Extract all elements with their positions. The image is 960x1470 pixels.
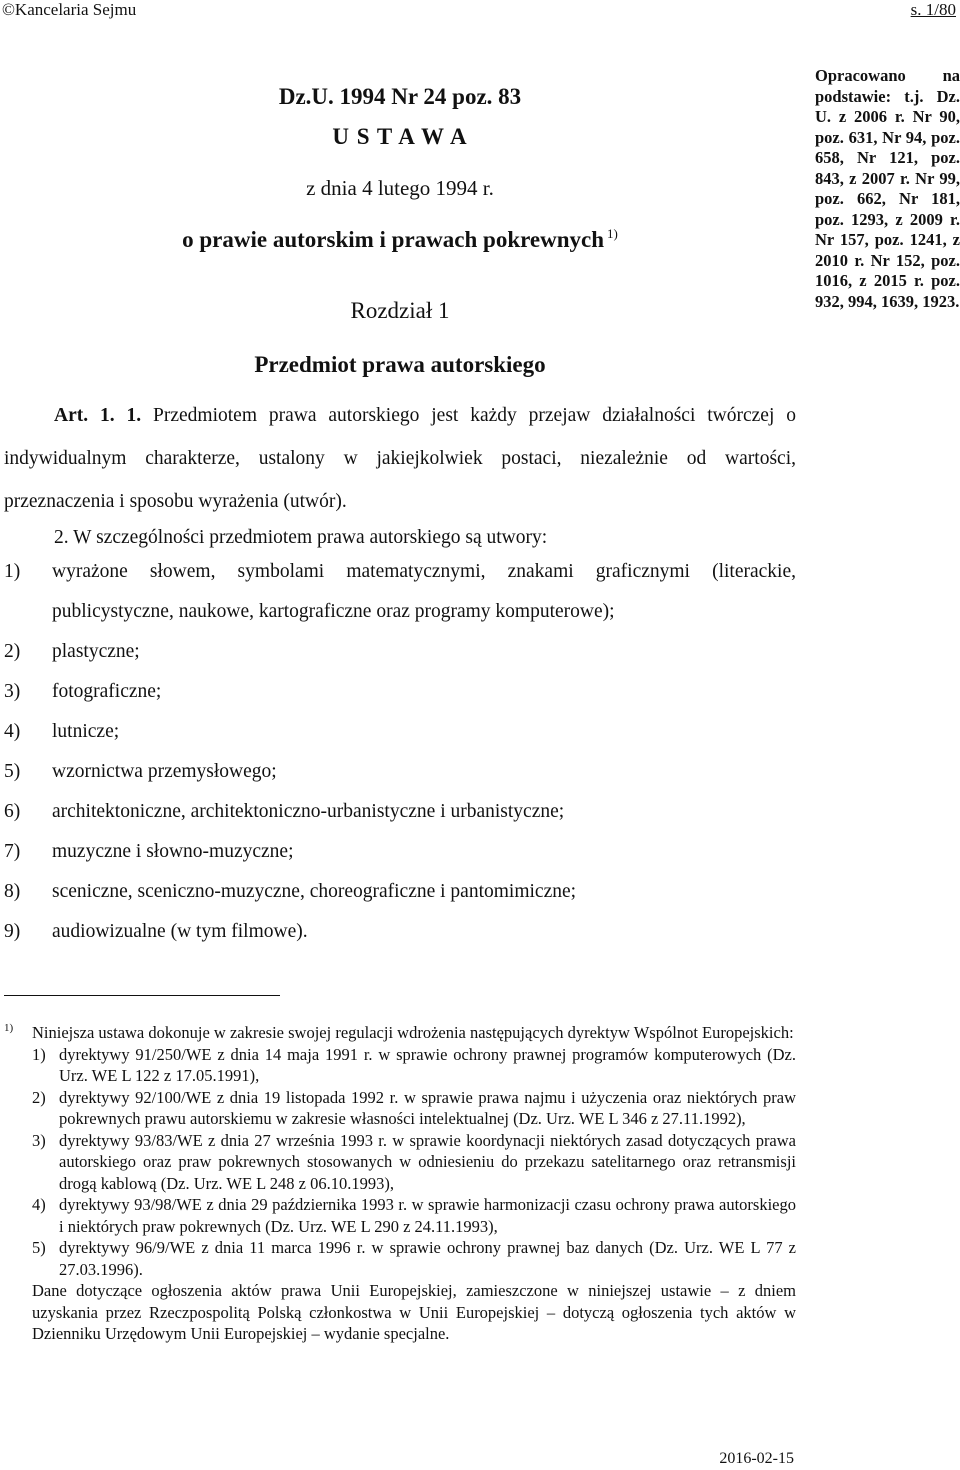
list-item: 5) dyrektywy 96/9/WE z dnia 11 marca 1996 r. w sprawie ochrony prawnej baz danych (Dz. Urz. WE L 77 z 27.03.1996). bbox=[32, 1238, 796, 1279]
list-item: 4) dyrektywy 93/98/WE z dnia 29 października 1993 r. w sprawie harmonizacji czasu ochrony prawa autorskiego i niektórych praw pokrewnych (Dz. Urz. WE L 290 z 24.11.1993), bbox=[32, 1195, 796, 1236]
act-subject bbox=[0, 226, 800, 253]
article-1-paragraph-2: 2. W szczególności przedmiotem prawa autorskiego są utwory: bbox=[54, 527, 548, 548]
article-1-paragraph-1 bbox=[4, 394, 796, 523]
list-item: 2) plastyczne; bbox=[4, 641, 140, 662]
page-number: s. 1/80 bbox=[910, 0, 956, 19]
footnote-divider bbox=[4, 995, 280, 996]
list-item: 4) lutnicze; bbox=[4, 721, 120, 742]
footnote-mark: 1) bbox=[4, 1022, 14, 1034]
act-date: z dnia 4 lutego 1994 r. bbox=[306, 176, 494, 200]
works-list bbox=[4, 552, 796, 952]
footnote-ref[interactable]: 1) bbox=[607, 226, 618, 241]
chapter-number: Rozdział 1 bbox=[350, 298, 450, 323]
list-item: 7) muzyczne i słowno-muzyczne; bbox=[4, 841, 294, 862]
list-item: 8) sceniczne, sceniczno-muzyczne, choreograficzne i pantomimiczne; bbox=[4, 881, 577, 902]
footnote-intro: Niniejsza ustawa dokonuje w zakresie swojej regulacji wdrożenia następujących dyrektyw Wspólnot Europejskich: bbox=[32, 1023, 794, 1042]
list-item: 1) dyrektywy 91/250/WE z dnia 14 maja 1991 r. w sprawie ochrony prawnej programów komputerowych (Dz. Urz. WE L 122 z 17.05.1991), bbox=[32, 1044, 796, 1085]
list-item: 3) fotograficzne; bbox=[4, 681, 162, 702]
journal-reference: Dz.U. 1994 Nr 24 poz. 83 bbox=[278, 84, 522, 109]
footnote bbox=[4, 1022, 796, 1345]
publication-date: 2016-02-15 bbox=[719, 1450, 794, 1467]
header-publisher: ©Kancelaria Sejmu bbox=[2, 0, 137, 19]
list-item: 2) dyrektywy 92/100/WE z dnia 19 listopada 1992 r. w sprawie prawa najmu i użyczenia oraz niektórych praw pokrewnych prawu autorskiemu w zakresie własności intelektualnej (Dz. Urz. WE L 346 z 27.11.1992), bbox=[32, 1087, 796, 1128]
list-item: 5) wzornictwa przemysłowego; bbox=[4, 761, 277, 782]
article-label: Art. 1. 1. bbox=[54, 405, 142, 426]
list-item: 1) wyrażone słowem, symbolami matematycznymi, znakami graficznymi (literackie, publicystyczne, naukowe, kartograficzne oraz programy komputerowe); bbox=[4, 561, 796, 622]
list-item: 6) architektoniczne, architektoniczno-urbanistyczne i urbanistyczne; bbox=[4, 801, 565, 822]
act-type-heading: U S T A W A bbox=[332, 124, 468, 149]
list-item: 3) dyrektywy 93/83/WE z dnia 27 września 1993 r. w sprawie koordynacji niektórych zasad dotyczących prawa autorskiego oraz praw pokrewnych stosowanych w odniesieniu do przekazu satelitarnego oraz retransmisji drogą kablową (Dz. Urz. WE L 248 z 06.10.1993), bbox=[32, 1130, 796, 1193]
consolidation-note: Opracowano na podstawie: t.j. Dz. U. z 2006 r. Nr 90, poz. 631, Nr 94, poz. 658, Nr 121, poz. 843, z 2007 r. Nr 99, poz. 662, Nr 181, poz. 1293, z 2009 r. Nr 157, poz. 1241, z 2010 r. Nr 152, poz. 1016, z 2015 r. poz. 932, 994, 1639, 1923. bbox=[815, 66, 960, 311]
chapter-title: Przedmiot prawa autorskiego bbox=[254, 352, 546, 377]
act-subject-text: o prawie autorskim i prawach pokrewnych bbox=[182, 227, 605, 252]
directive-list bbox=[32, 1044, 796, 1281]
list-item: 9) audiowizualne (w tym filmowe). bbox=[4, 921, 308, 942]
footnote-eu-note: Dane dotyczące ogłoszenia aktów prawa Unii Europejskiej, zamieszczone w niniejszej ustawie – z dniem uzyskania przez Rzeczpospolitą Polską członkostwa w Unii Europejskiej – dotyczą ogłoszenia tych aktów w Dzienniku Urzędowym Unii Europejskiej – wydanie specjalne. bbox=[32, 1281, 796, 1343]
article-1-text: Przedmiotem prawa autorskiego jest każdy przejaw działalności twórczej o indywidualnym charakterze, ustalony w jakiejkolwiek postaci, niezależnie od wartości, przeznaczenia i sposobu wyrażenia (utwór). bbox=[4, 405, 797, 512]
